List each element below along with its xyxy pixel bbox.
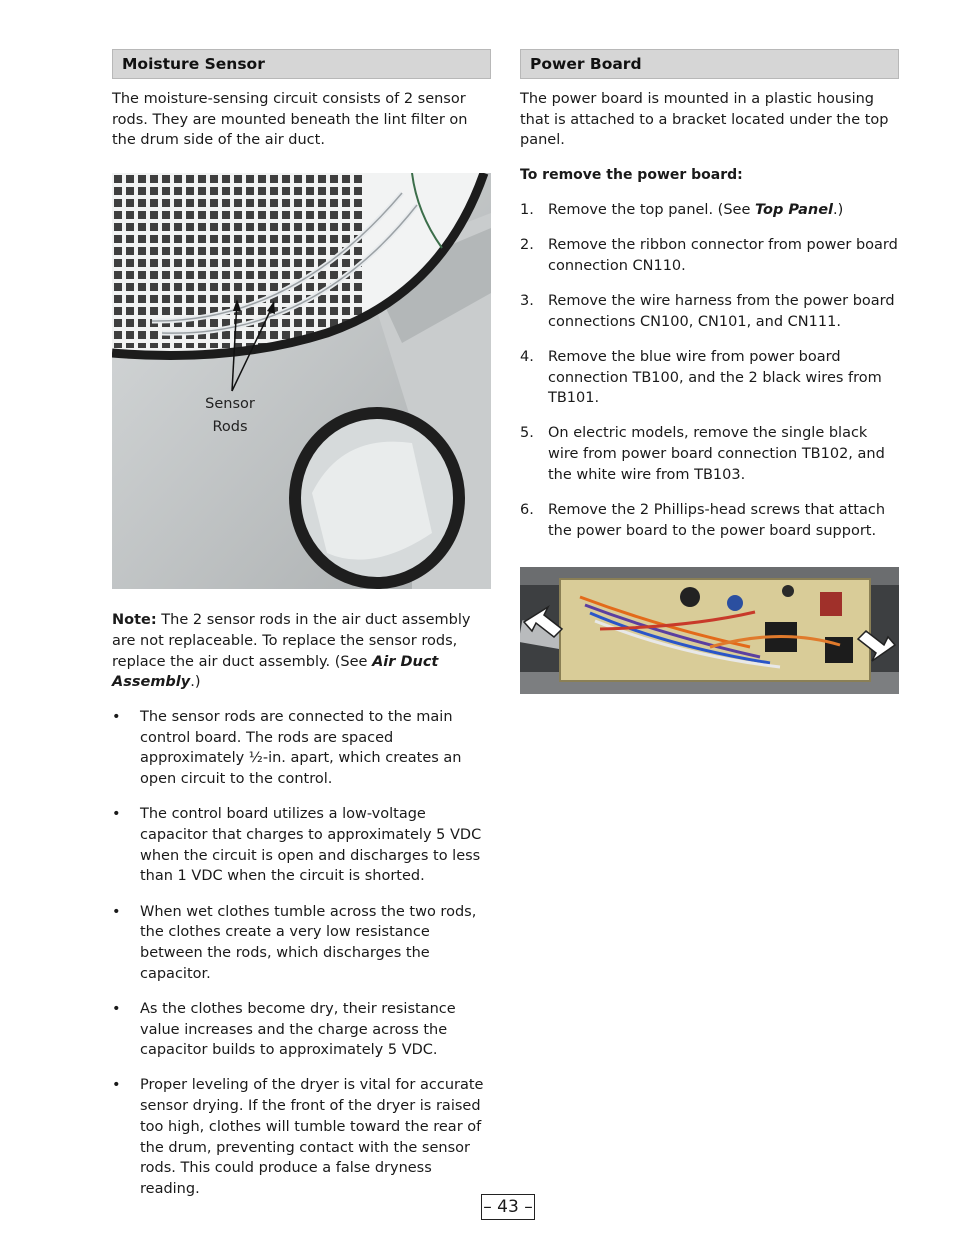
- bullet-glyph: •: [112, 806, 121, 823]
- step-text: On electric models, remove the single black wire from power board connection TB102, and the white wire from TB103.: [548, 425, 885, 483]
- bullet-glyph: •: [112, 1077, 121, 1094]
- list-item: [112, 902, 491, 985]
- list-item: [112, 1075, 491, 1199]
- power-board-photo: [520, 567, 899, 698]
- step-item: [520, 200, 899, 221]
- step-number: 3.: [520, 292, 534, 309]
- step-text: Remove the wire harness from the power board connections CN100, CN101, and CN111.: [548, 292, 895, 330]
- step-text-start: Remove the top panel. (See: [548, 201, 755, 218]
- left-column: [112, 49, 491, 1214]
- note-label: Note:: [112, 612, 157, 629]
- note-text: The 2 sensor rods in the air duct assembly are not replaceable. To replace the sensor rods, replace the air duct assembly. (See: [112, 612, 471, 670]
- list-item-text: As the clothes become dry, their resistance value increases and the charge across the capacitor builds to approximately 5 VDC.: [140, 1000, 456, 1059]
- sensor-rods-photo: [112, 173, 491, 589]
- steps-title: To remove the power board:: [520, 167, 743, 184]
- sensor-rods-label-line2: Rods: [212, 419, 248, 436]
- note-reference: Air Duct Assembly: [112, 653, 439, 691]
- power-board-heading: Power Board: [520, 49, 899, 79]
- moisture-sensor-intro: The moisture-sensing circuit consists of 2 sensor rods. They are mounted beneath the lint filter on the drum side of the air duct.: [112, 91, 468, 149]
- step-number: 6.: [520, 502, 534, 519]
- list-item-text: The sensor rods are connected to the main control board. The rods are spaced approximately ½-in. apart, which creates an open circuit to the control.: [140, 708, 462, 788]
- bullet-glyph: •: [112, 708, 121, 725]
- step-number: 4.: [520, 348, 534, 365]
- note-end: .): [190, 674, 201, 691]
- step-number: 5.: [520, 425, 534, 442]
- step-text: Remove the 2 Phillips-head screws that attach the power board to the power board support.: [548, 502, 886, 539]
- removal-steps: [520, 200, 899, 542]
- sensor-rods-label-line1: Sensor: [205, 396, 255, 413]
- note-paragraph: [112, 610, 491, 693]
- step-text-end: .): [833, 201, 844, 218]
- moisture-sensor-bullets: [112, 707, 491, 1200]
- bullet-glyph: •: [112, 903, 121, 920]
- step-item: [520, 235, 899, 276]
- step-item: [520, 500, 899, 541]
- step-text: [548, 202, 843, 218]
- list-item: [112, 804, 491, 887]
- step-number: 2.: [520, 237, 534, 254]
- step-number: 1.: [520, 201, 534, 218]
- list-item-text: When wet clothes tumble across the two rods, the clothes create a very low resistance between the rods, which discharges the capacitor.: [140, 903, 477, 982]
- step-item: [520, 423, 899, 485]
- right-column: [520, 49, 899, 698]
- list-item: [112, 707, 491, 790]
- step-text: Remove the blue wire from power board connection TB100, and the 2 black wires from TB101.: [548, 348, 882, 407]
- list-item-text: Proper leveling of the dryer is vital for accurate sensor drying. If the front of the dryer is raised too high, clothes will tumble toward the rear of the drum, preventing contact with the sensor rods. This could produce a false dryness reading.: [140, 1077, 484, 1197]
- sensor-rods-label: [192, 393, 268, 439]
- top-panel-reference: Top Panel: [755, 201, 834, 218]
- bullet-glyph: •: [112, 1000, 121, 1017]
- page-number: – 43 –: [481, 1194, 535, 1220]
- sensor-rods-image: [112, 173, 491, 589]
- step-item: [520, 291, 899, 332]
- moisture-sensor-heading: Moisture Sensor: [112, 49, 491, 79]
- list-item: [112, 999, 491, 1061]
- step-item: [520, 347, 899, 409]
- power-board-intro: The power board is mounted in a plastic housing that is attached to a bracket located under the top panel.: [520, 91, 889, 149]
- power-board-image: [520, 567, 899, 694]
- list-item-text: The control board utilizes a low-voltage capacitor that charges to approximately 5 VDC when the circuit is open and discharges to less than 1 VDC when the circuit is shorted.: [140, 806, 482, 885]
- step-text: Remove the ribbon connector from power board connection CN110.: [548, 237, 898, 274]
